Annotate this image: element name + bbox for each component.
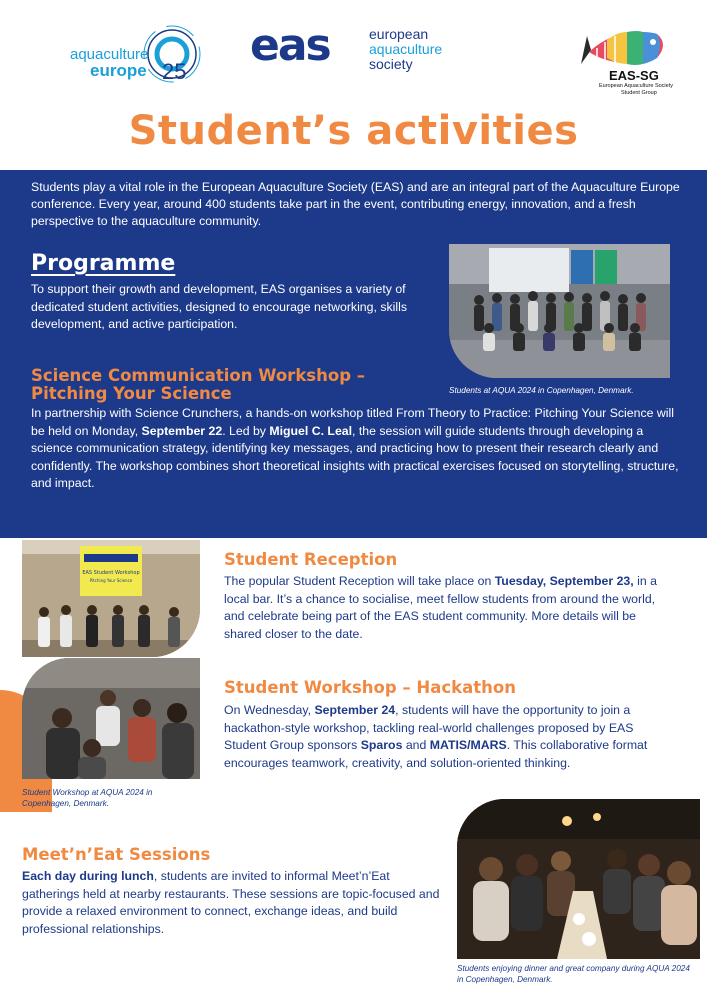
hackathon-text-4: . This collaborative format encourages teamwork, creativity, and solution-oriented thinking. xyxy=(224,738,648,770)
hackathon-text-1: On Wednesday, xyxy=(224,703,315,717)
page-title: Student’s activities xyxy=(128,108,579,154)
science-workshop-heading xyxy=(31,367,365,403)
eas-logo-line3: society xyxy=(369,56,413,72)
science-text-2: . Led by xyxy=(222,423,270,438)
science-heading-line1: Science Communication Workshop – xyxy=(31,366,366,385)
hackathon-text-3: and xyxy=(402,738,430,752)
screen-text-2: Pitching Your Science xyxy=(89,578,133,583)
reception-text-2: in a local bar. It’s a chance to socialise, meet fellow students from around the world, and celebrate being part of the EAS student community. More details will be shared closer to the date. xyxy=(224,574,657,641)
meet-eat-heading: Meet’n’Eat Sessions xyxy=(22,845,211,864)
ae-logo-line2: europe xyxy=(90,61,147,80)
workshop-stage-illustration xyxy=(22,540,200,657)
sponsor-sparos: Sparos xyxy=(360,738,403,752)
hackathon-text-2: , students will have the opportunity to join a hackathon-style workshop, tackling real-world challenges proposed by EAS Student Group sponsors xyxy=(224,703,634,752)
eas-sg-sub1: European Aquaculture Society xyxy=(599,83,673,89)
reception-text xyxy=(224,573,672,643)
ae-logo-number: 25 xyxy=(162,59,187,84)
hackathon-text xyxy=(224,702,676,772)
group-photo-illustration xyxy=(449,244,670,378)
dinner-photo xyxy=(457,799,700,959)
programme-text: To support their growth and development, EAS organises a variety of dedicated student activities, designed to encourage networking, skills development, and active participation. xyxy=(31,282,407,331)
reception-text-1: The popular Student Reception will take place on xyxy=(224,574,495,588)
group-photo-caption: Students at AQUA 2024 in Copenhagen, Denmark. xyxy=(449,386,634,395)
meet-eat-text-1: , students are invited to informal Meet’n’Eat gatherings held at nearby restaurants. These sessions are topic-focused and provide a relaxed environment to connect, exchange ideas, and build professional relationships. xyxy=(22,869,440,936)
screen-text-1: EAS Student Workshop xyxy=(82,570,140,576)
reception-date: Tuesday, September 23, xyxy=(494,574,634,588)
science-date: September 22 xyxy=(141,423,223,438)
hackathon-photo-caption: Student Workshop at AQUA 2024 in Copenhagen, Denmark. xyxy=(22,788,153,808)
science-text-1: In partnership with Science Crunchers, a hands-on workshop titled From Theory to Practice: Pitching Your Science will be held on Monday, xyxy=(31,406,674,438)
reception-heading: Student Reception xyxy=(224,550,398,569)
intro-paragraph: Students play a vital role in the European Aquaculture Society (EAS) and are an integral part of the Aquaculture Europe conference. Every year, around 400 students take part in the event, contributing energy, innovation, and a fresh perspective to the aquaculture community. xyxy=(31,180,680,228)
eas-logo-mark: eas xyxy=(250,20,330,71)
sponsor-matis-mars: MATIS/MARS xyxy=(429,738,507,752)
hackathon-illustration xyxy=(22,658,200,779)
eas-logo-line2: aquaculture xyxy=(369,41,443,57)
eas-sg-sub2: Student Group xyxy=(621,90,657,96)
ae-logo-line1: aquaculture xyxy=(70,46,149,63)
science-workshop-text xyxy=(31,405,681,493)
dinner-illustration xyxy=(457,799,700,959)
aquaculture-europe-logo xyxy=(68,24,203,86)
science-text-3: , the session will guide students through developing a science communication strategy, identifying key messages, and practicing how to present their research clearly and confidently. The workshop combines short theoretical insights with practical exercises focused on storytelling, structure, and impact. xyxy=(31,423,679,490)
hackathon-date: September 24 xyxy=(314,703,396,717)
programme-heading: Programme xyxy=(31,251,176,276)
eas-sg-logo xyxy=(577,24,672,110)
group-photo xyxy=(449,244,670,378)
hackathon-photo xyxy=(22,658,200,779)
eas-logo-line1: european xyxy=(369,26,429,42)
eas-logo xyxy=(250,20,460,76)
eas-sg-name: EAS-SG xyxy=(609,68,659,83)
dinner-photo-caption: Students enjoying dinner and great company during AQUA 2024 in Copenhagen, Denmark. xyxy=(457,964,690,984)
science-heading-line2: Pitching Your Science xyxy=(31,384,232,403)
meet-eat-text xyxy=(22,868,447,938)
science-speaker: Miguel C. Leal xyxy=(269,423,353,438)
workshop-stage-photo xyxy=(22,540,200,657)
hackathon-heading: Student Workshop – Hackathon xyxy=(224,678,516,697)
meet-eat-when: Each day during lunch xyxy=(22,869,154,883)
